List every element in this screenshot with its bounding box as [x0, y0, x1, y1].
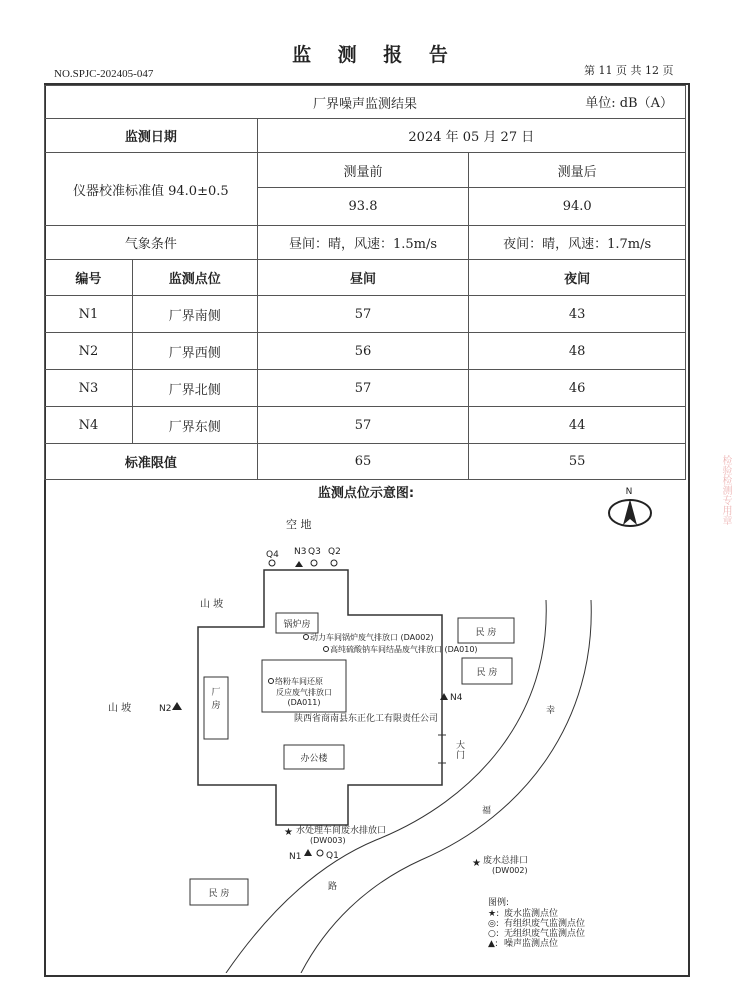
office-label: 办公楼: [300, 754, 328, 764]
unit-label: 单位: dB（A）: [585, 96, 673, 111]
point-n3-label: N3: [294, 547, 307, 557]
weather-day: 昼间：晴，风速：1.5m/s: [257, 226, 469, 260]
boiler-room-label: 锅炉房: [283, 620, 311, 630]
circle-marker-icon: [304, 635, 309, 640]
legend-item: 有组织废气监测点位: [504, 919, 586, 929]
legend-title: 图例:: [488, 898, 510, 908]
road-label: 福: [482, 806, 492, 816]
monitoring-point-map: [46, 485, 688, 973]
slope-top-label: 山 坡: [200, 599, 224, 610]
star-marker-icon: ★:: [488, 909, 500, 919]
triangle-marker-icon: [295, 561, 303, 567]
calibration-label: 仪器校准标准值 94.0±0.5: [45, 153, 258, 226]
after-label: 测量后: [469, 153, 686, 188]
outlet-da011-line1: 络粉车间还原: [275, 677, 323, 686]
row-no: N2: [45, 333, 133, 370]
row-no: N4: [45, 407, 133, 444]
header-no: 编号: [45, 260, 133, 296]
outlet-da011-line2: 反应废气排放口: [276, 688, 332, 697]
gate-label: 大门: [456, 741, 466, 761]
circle-marker-icon: [269, 679, 274, 684]
row-no: N3: [45, 370, 133, 407]
row-point: 厂界西侧: [132, 333, 257, 370]
row-night: 46: [469, 370, 686, 407]
company-label: 陕西省商南县东正化工有限责任公司: [294, 714, 439, 724]
triangle-marker-icon: ▲:: [488, 939, 498, 949]
table-row: [45, 296, 686, 333]
point-n4-label: N4: [450, 693, 463, 703]
slope-left-label: 山 坡: [108, 703, 132, 714]
triangle-marker-icon: [440, 693, 448, 700]
triangle-marker-icon: [304, 849, 312, 856]
row-night: 48: [469, 333, 686, 370]
legend-item: 废水监测点位: [504, 909, 559, 919]
before-label: 测量前: [257, 153, 469, 188]
report-number: NO.SPJC-202405-047: [54, 68, 154, 80]
map-legend: [488, 896, 585, 949]
circle-marker-icon: [317, 850, 323, 856]
legend-item: 噪声监测点位: [504, 939, 559, 949]
header-day: 昼间: [257, 260, 469, 296]
point-n1-label: N1: [289, 852, 302, 862]
circle-marker-icon: ○:: [488, 929, 499, 939]
house-label: 民 房: [208, 889, 230, 899]
point-n2-label: N2: [159, 704, 172, 714]
after-value: 94.0: [469, 188, 686, 226]
weather-label: 气象条件: [45, 226, 258, 260]
row-day: 56: [257, 333, 469, 370]
north-label: N: [625, 487, 633, 497]
header-night: 夜间: [469, 260, 686, 296]
table-title-cell: [45, 86, 686, 119]
stamp-mark: 检验检测专用章: [720, 455, 731, 525]
row-point: 厂界南侧: [132, 296, 257, 333]
point-q1-label: Q1: [326, 851, 339, 861]
limit-day: 65: [257, 444, 469, 480]
row-night: 44: [469, 407, 686, 444]
date-label: 监测日期: [45, 119, 258, 153]
point-q2-label: Q2: [328, 547, 341, 557]
row-day: 57: [257, 407, 469, 444]
outlet-da011-line3: (DA011): [287, 698, 321, 707]
row-day: 57: [257, 370, 469, 407]
table-title: 厂界噪声监测结果: [312, 96, 417, 112]
row-no: N1: [45, 296, 133, 333]
header-point: 监测点位: [132, 260, 257, 296]
outlet-dw002-line1: 废水总排口: [483, 856, 529, 866]
row-day: 57: [257, 296, 469, 333]
limit-label: 标准限值: [45, 444, 258, 480]
triangle-marker-icon: [172, 702, 182, 710]
outlet-da010-label: 高纯硫酸钠车间结晶废气排放口 (DA010): [330, 645, 478, 654]
north-arrow-icon: [609, 487, 651, 526]
outlet-dw003-line1: 水处理车间废水排放口: [296, 826, 387, 836]
point-q3-label: Q3: [308, 547, 321, 557]
circle-marker-icon: [324, 647, 329, 652]
row-point: 厂界北侧: [132, 370, 257, 407]
star-marker-icon: ★: [284, 827, 293, 838]
map-title: 监测点位示意图:: [317, 486, 415, 501]
page-indicator: 第 11 页 共 12 页: [584, 64, 674, 77]
row-night: 43: [469, 296, 686, 333]
circle-marker-icon: [311, 560, 317, 566]
road-label: 幸: [546, 706, 556, 716]
before-value: 93.8: [257, 188, 469, 226]
row-point: 厂界东侧: [132, 407, 257, 444]
legend-item: 无组织废气监测点位: [504, 929, 586, 939]
date-value: 2024 年 05 月 27 日: [257, 119, 685, 153]
document-title: 监 测 报 告: [292, 44, 458, 66]
outlet-dw002-line2: (DW002): [492, 866, 528, 875]
outlet-da002-label: 动力车间锅炉废气排放口 (DA002): [310, 633, 434, 642]
open-land-label: 空 地: [286, 518, 312, 531]
weather-night: 夜间：晴，风速：1.7m/s: [469, 226, 686, 260]
noise-results-table: [44, 85, 686, 480]
point-q4-label: Q4: [266, 550, 279, 560]
circle-marker-icon: [331, 560, 337, 566]
table-row: [45, 333, 686, 370]
limit-night: 55: [469, 444, 686, 480]
factory-label: 厂房: [211, 688, 221, 711]
house-label: 民 房: [476, 668, 498, 678]
road-label: 路: [328, 882, 338, 892]
outlet-dw003-line2: (DW003): [310, 836, 346, 845]
house-label: 民 房: [475, 628, 497, 638]
circle-marker-icon: [269, 560, 275, 566]
circle-marker-icon: ◎:: [488, 919, 499, 929]
table-row: [45, 370, 686, 407]
table-row: [45, 407, 686, 444]
star-marker-icon: ★: [472, 858, 481, 869]
